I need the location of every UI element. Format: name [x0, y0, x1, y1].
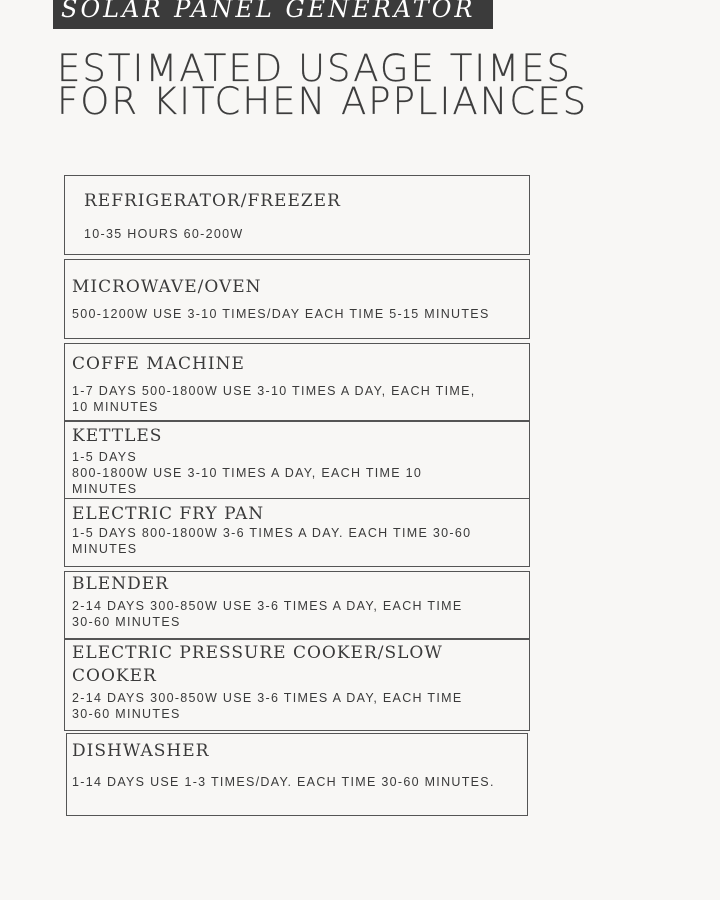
appliance-title: KETTLES: [72, 426, 163, 446]
appliance-title: ELECTRIC FRY PAN: [72, 504, 265, 524]
appliance-description: 10-35 HOURS 60-200W: [84, 227, 244, 241]
appliance-card-refrigerator: [64, 175, 530, 255]
appliance-description: 1-7 DAYS 500-1800W USE 3-10 TIMES A DAY, EACH TIME, 10 MINUTES: [72, 384, 476, 414]
appliance-title: REFRIGERATOR/FREEZER: [84, 191, 341, 211]
banner-title: SOLAR PANEL GENERATOR: [61, 0, 476, 23]
appliance-card-blender: [64, 571, 530, 639]
appliance-card-kettles: [64, 421, 530, 499]
page-title: [57, 47, 697, 123]
appliance-title: DISHWASHER: [72, 741, 210, 761]
appliance-title: MICROWAVE/OVEN: [72, 277, 262, 297]
appliance-description: 1-14 DAYS USE 1-3 TIMES/DAY. EACH TIME 30-60 MINUTES.: [72, 775, 495, 789]
appliance-title: ELECTRIC PRESSURE COOKER/SLOW COOKER: [72, 643, 443, 686]
appliance-card-pressure-cooker: [64, 639, 530, 731]
header-banner: [53, 0, 493, 29]
appliance-card-coffee-machine: [64, 343, 530, 421]
appliance-description: 2-14 DAYS 300-850W USE 3-6 TIMES A DAY, EACH TIME 30-60 MINUTES: [72, 691, 463, 721]
page-title-line-2: FOR KITCHEN APPLIANCES: [57, 80, 589, 123]
appliance-card-microwave: [64, 259, 530, 339]
appliance-description: 500-1200W USE 3-10 TIMES/DAY EACH TIME 5-15 MINUTES: [72, 307, 490, 321]
appliance-title: COFFE MACHINE: [72, 354, 245, 374]
page-title-line-1: ESTIMATED USAGE TIMES: [57, 47, 572, 90]
appliance-description: 1-5 DAYS 800-1800W USE 3-10 TIMES A DAY, EACH TIME 10 MINUTES: [72, 450, 423, 496]
appliance-card-electric-fry-pan: [64, 498, 530, 567]
appliance-description: 2-14 DAYS 300-850W USE 3-6 TIMES A DAY, EACH TIME 30-60 MINUTES: [72, 599, 463, 629]
appliance-card-dishwasher: [66, 733, 528, 816]
appliance-title: BLENDER: [72, 574, 169, 594]
appliance-description: 1-5 DAYS 800-1800W 3-6 TIMES A DAY. EACH TIME 30-60 MINUTES: [72, 526, 472, 556]
